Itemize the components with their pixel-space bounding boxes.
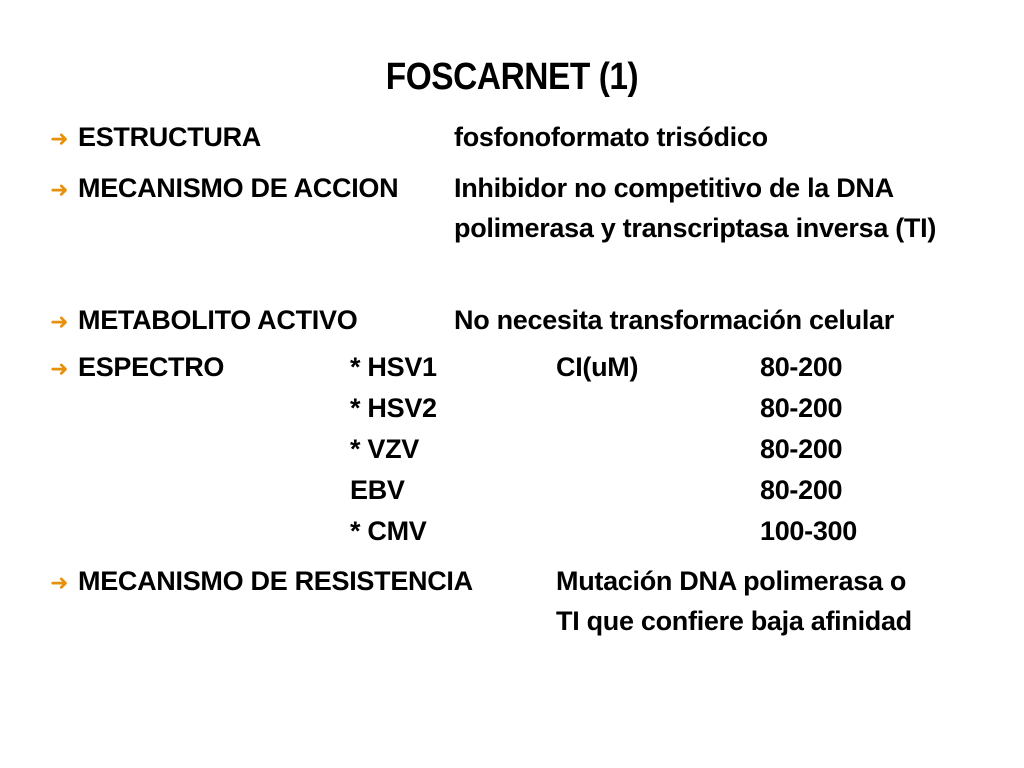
espectro-label: ESPECTRO xyxy=(78,352,225,382)
right-arrow-icon: ➜ xyxy=(50,126,69,151)
resistencia-value-line2: TI que confiere baja afinidad xyxy=(556,606,912,636)
virus-range: 80-200 xyxy=(760,475,843,505)
estructura-label: ESTRUCTURA xyxy=(78,122,261,152)
right-arrow-icon: ➜ xyxy=(50,356,69,381)
ci-header: CI(uM) xyxy=(556,352,639,382)
right-arrow-icon: ➜ xyxy=(50,309,69,334)
virus-name: * HSV2 xyxy=(350,393,437,423)
metabolito-label: METABOLITO ACTIVO xyxy=(78,305,358,335)
resistencia-label: MECANISMO DE RESISTENCIA xyxy=(78,566,473,596)
virus-range: 100-300 xyxy=(760,516,857,546)
right-arrow-icon: ➜ xyxy=(50,177,69,202)
virus-range: 80-200 xyxy=(760,352,843,382)
mecanismo-value-line1: Inhibidor no competitivo de la DNA xyxy=(454,173,894,203)
virus-range: 80-200 xyxy=(760,434,843,464)
estructura-value: fosfonoformato trisódico xyxy=(454,122,768,152)
virus-name: * HSV1 xyxy=(350,352,437,382)
slide-title: FOSCARNET (1) xyxy=(385,56,639,98)
mecanismo-label: MECANISMO DE ACCION xyxy=(78,173,399,203)
resistencia-value-line1: Mutación DNA polimerasa o xyxy=(556,566,907,596)
metabolito-value: No necesita transformación celular xyxy=(454,305,894,335)
virus-name: * CMV xyxy=(350,516,427,546)
virus-range: 80-200 xyxy=(760,393,843,423)
virus-name: * VZV xyxy=(350,434,420,464)
virus-name: EBV xyxy=(350,475,405,505)
mecanismo-value-line2: polimerasa y transcriptasa inversa (TI) xyxy=(454,213,937,243)
right-arrow-icon: ➜ xyxy=(50,570,69,595)
